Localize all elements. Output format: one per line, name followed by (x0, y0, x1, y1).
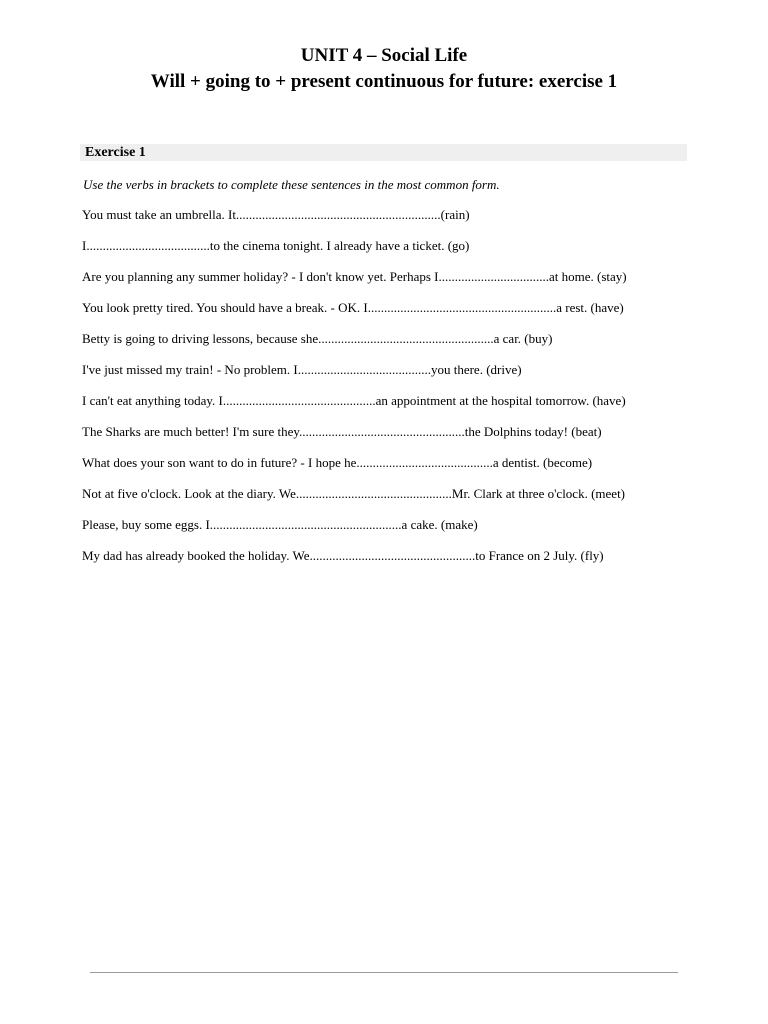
sentence-8: The Sharks are much better! I'm sure they...................................................the Dolphins today! (beat) (82, 424, 602, 439)
exercise-instructions: Use the verbs in brackets to complete these sentences in the most common form. (83, 177, 500, 192)
sentence-12: My dad has already booked the holiday. We...................................................to France on 2 July. (fly) (82, 548, 604, 563)
page-subtitle: Will + going to + present continuous for future: exercise 1 (150, 71, 618, 92)
sentence-6: I've just missed my train! - No problem. I.........................................you there. (drive) (82, 362, 522, 377)
page-header (0, 43, 768, 95)
exercise-heading: Exercise 1 (85, 145, 146, 160)
sentence-4: You look pretty tired. You should have a break. - OK. I..........................................................a rest. (have) (82, 300, 624, 315)
sentence-3: Are you planning any summer holiday? - I don't know yet. Perhaps I..................................at home. (stay) (82, 269, 627, 284)
sentence-list (82, 206, 627, 578)
sentence-7: I can't eat anything today. I...............................................an appointment at the hospital tomorrow. (have) (82, 393, 626, 408)
sentence-1: You must take an umbrella. It...............................................................(rain) (82, 207, 470, 222)
sentence-11: Please, buy some eggs. I...........................................................a cake. (make) (82, 517, 478, 532)
sentence-9: What does your son want to do in future? - I hope he..........................................a dentist. (become) (82, 455, 593, 470)
sentence-5: Betty is going to driving lessons, because she......................................................a car. (buy) (82, 331, 553, 346)
exercise-heading-bar (80, 144, 687, 161)
page-title: UNIT 4 – Social Life (300, 45, 468, 66)
sentence-10: Not at five o'clock. Look at the diary. We................................................Mr. Clark at three o'clock. (meet) (82, 486, 626, 501)
footer-divider (90, 972, 678, 973)
sentence-2: I......................................to the cinema tonight. I already have a ticket. (go) (82, 238, 470, 253)
